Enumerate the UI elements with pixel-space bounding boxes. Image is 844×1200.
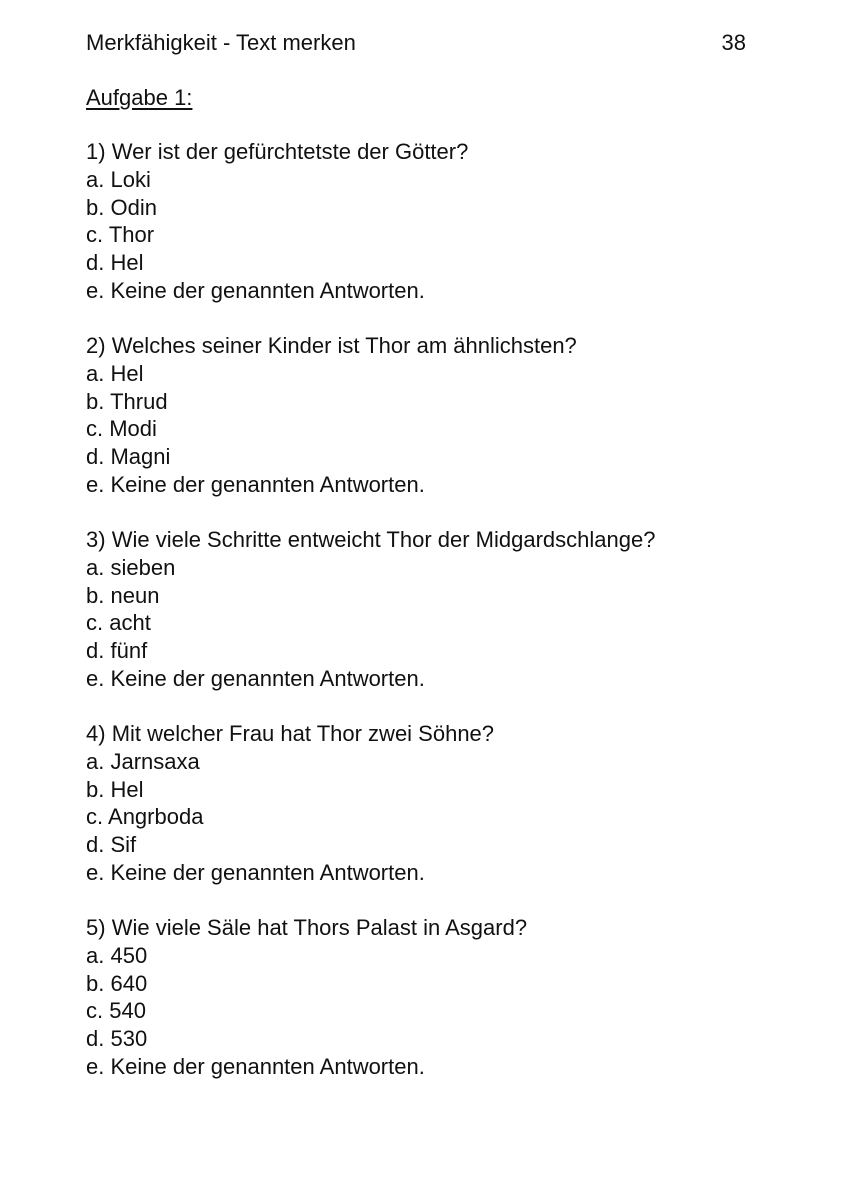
question-3 (86, 526, 746, 693)
question-text (86, 914, 746, 942)
option-text: sieben (110, 554, 176, 580)
answer-option (86, 776, 746, 804)
option-letter: e . (86, 1054, 110, 1079)
option-letter: c . (86, 804, 108, 829)
option-text: Hel (110, 250, 144, 275)
option-text: Keine der genannten Antworten. (110, 859, 425, 885)
option-text: Thor (108, 222, 155, 248)
option-text: 530 (110, 1026, 148, 1051)
option-letter: b . (86, 583, 110, 608)
option-letter: a . (86, 361, 110, 386)
option-text: Loki (110, 166, 151, 192)
option-text: Keine der genannten Antworten. (110, 1053, 425, 1079)
option-text: 540 (109, 998, 146, 1024)
question-number: 2 ) (86, 333, 112, 358)
answer-option (86, 360, 746, 388)
question-number: 1 ) (86, 139, 112, 164)
option-letter: a . (86, 943, 110, 968)
page-header (86, 28, 746, 58)
option-letter: e . (86, 278, 110, 303)
answer-option (86, 554, 746, 582)
option-text: Hel (110, 360, 144, 386)
option-text: 640 (110, 970, 148, 996)
question-prompt: Welches seiner Kinder ist Thor am ähnlichsten? (111, 333, 577, 358)
option-text: Angrboda (108, 804, 204, 830)
option-letter: e . (86, 860, 110, 885)
option-letter: a . (86, 167, 110, 192)
option-letter: c . (86, 416, 109, 441)
option-letter: e . (86, 472, 110, 497)
question-prompt: Wie viele Schritte entweicht Thor der Midgardschlange? (111, 527, 656, 552)
option-text: Keine der genannten Antworten. (110, 471, 425, 497)
option-text: Keine der genannten Antworten. (110, 665, 425, 691)
answer-option (86, 665, 746, 693)
question-prompt: Wie viele Säle hat Thors Palast in Asgard? (111, 915, 528, 940)
option-text: Thrud (110, 388, 168, 414)
question-2 (86, 332, 746, 499)
question-text (86, 332, 746, 360)
section-title: Aufgabe 1: (86, 85, 193, 110)
option-letter: d . (86, 444, 110, 469)
question-text (86, 526, 746, 554)
answer-option (86, 1053, 746, 1081)
answer-option (86, 803, 746, 831)
answer-option (86, 443, 746, 471)
option-letter: a . (86, 555, 110, 580)
question-text (86, 720, 746, 748)
option-text: Keine der genannten Antworten. (110, 277, 425, 303)
option-letter: b . (86, 195, 110, 220)
option-letter: c . (86, 610, 109, 635)
answer-option (86, 277, 746, 305)
answer-option (86, 1025, 746, 1053)
question-prompt: Mit welcher Frau hat Thor zwei Söhne? (111, 721, 495, 746)
option-letter: c . (86, 998, 109, 1023)
answer-option (86, 859, 746, 887)
option-letter: d . (86, 250, 110, 275)
option-text: fünf (110, 638, 148, 663)
answer-option (86, 221, 746, 249)
option-text: Odin (110, 194, 157, 220)
option-letter: d . (86, 1026, 110, 1051)
question-1 (86, 138, 746, 305)
option-text: 450 (110, 942, 148, 968)
question-4 (86, 720, 746, 887)
answer-option (86, 166, 746, 194)
answer-option (86, 997, 746, 1025)
option-text: Hel (110, 776, 144, 802)
answer-option (86, 388, 746, 416)
answer-option (86, 471, 746, 499)
option-letter: d . (86, 832, 110, 857)
option-letter: d . (86, 638, 110, 663)
option-letter: b . (86, 777, 110, 802)
option-letter: c . (86, 222, 109, 247)
option-text: Magni (110, 444, 171, 469)
question-number: 3 ) (86, 527, 112, 552)
answer-option (86, 831, 746, 859)
question-text (86, 138, 746, 166)
answer-option (86, 194, 746, 222)
question-prompt: Wer ist der gefürchtetste der Götter? (111, 139, 469, 164)
answer-option (86, 415, 746, 443)
question-number: 5 ) (86, 915, 112, 940)
option-letter: e . (86, 666, 110, 691)
option-text: acht (109, 610, 151, 636)
option-text: Modi (109, 416, 157, 442)
option-letter: b . (86, 389, 110, 414)
page-number: 38 (721, 30, 746, 55)
option-letter: a . (86, 749, 110, 774)
option-text: neun (110, 582, 160, 608)
question-5 (86, 914, 746, 1081)
document-page (86, 28, 746, 1108)
document-title: Merkfähigkeit - Text merken (86, 30, 356, 55)
answer-option (86, 970, 746, 998)
answer-option (86, 582, 746, 610)
answer-option (86, 748, 746, 776)
answer-option (86, 942, 746, 970)
option-text: Sif (110, 832, 137, 857)
answer-option (86, 249, 746, 277)
question-number: 4 ) (86, 721, 112, 746)
option-letter: b . (86, 971, 110, 996)
answer-option (86, 637, 746, 665)
question-list (86, 138, 746, 1081)
answer-option (86, 609, 746, 637)
option-text: Jarnsaxa (110, 748, 200, 774)
